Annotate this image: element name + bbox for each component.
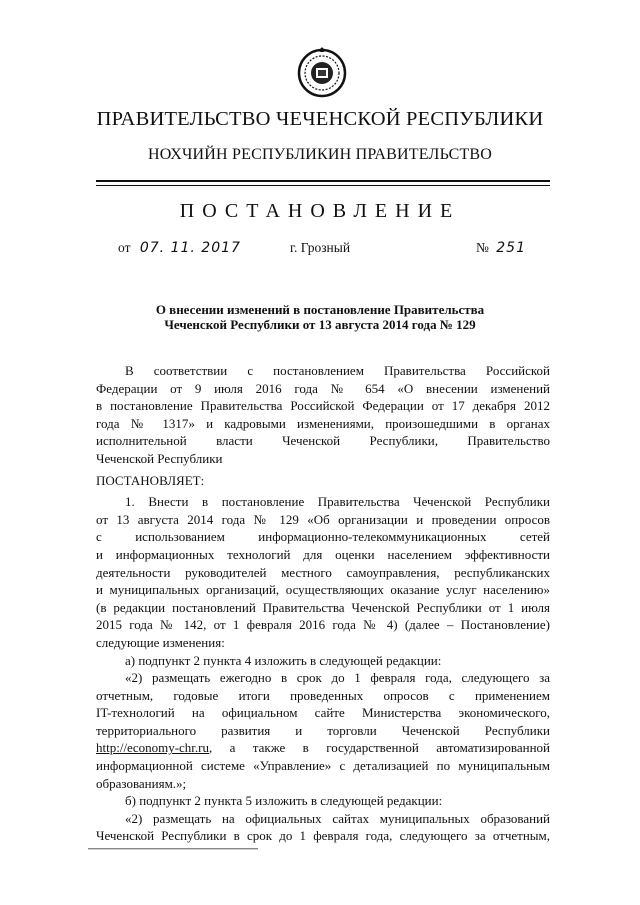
coat-of-arms-emblem-icon (297, 46, 347, 98)
decree-number (476, 240, 526, 256)
government-name-chechen: НОХЧИЙН РЕСПУБЛИКИН ПРАВИТЕЛЬСТВО (147, 146, 493, 163)
government-name-russian: ПРАВИТЕЛЬСТВО ЧЕЧЕНСКОЙ РЕСПУБЛИКИ (96, 108, 544, 130)
body-line: следующие изменения: (96, 634, 225, 650)
header-divider-thin (96, 185, 550, 186)
decree-date (118, 240, 241, 256)
body-line: исполнительной власти Чеченской Республики, Правительство (96, 433, 550, 449)
body-line: Чеченской Республики (96, 450, 223, 466)
body-line: 1. Внести в постановление Правительства Чеченской Республики (125, 494, 550, 510)
body-line: информационной системе «Управление» с детализацией по муниципальным (96, 758, 550, 774)
body-line: отчетным, годовые итоги проведенных опросов с применением (96, 687, 550, 703)
body-line: деятельности руководителей местного самоуправления, республиканских (96, 564, 550, 580)
body-line: года № 1317» и кадровыми изменениями, произошедшими в органах (96, 415, 550, 431)
body-line: Федерации от 9 июля 2016 года № 654 «О внесении изменений (96, 380, 550, 396)
body-line: с использованием информационно-телекоммуникационных сетей (96, 529, 550, 545)
subject-line: Чеченской Республики от 13 августа 2014 года № 129 (164, 317, 476, 332)
decree-body (96, 362, 550, 845)
handwritten-number: 251 (496, 240, 526, 256)
body-line: и муниципальных организаций, осуществляющих оказание услуг населению» (96, 582, 550, 598)
body-line: от 13 августа 2014 года № 129 «Об организации и проведении опросов (96, 511, 550, 527)
decree-city: г. Грозный (290, 240, 351, 255)
body-line: 2015 года № 142, от 1 февраля 2016 года № 4) (далее – Постановление) (96, 617, 550, 633)
resolves-heading: ПОСТАНОВЛЯЕТ: (96, 472, 205, 488)
document-type-title: ПОСТАНОВЛЕНИЕ (179, 200, 461, 222)
body-line: IT-технологий на официальном сайте Министерства экономического, (96, 705, 550, 721)
body-line: В соответствии с постановлением Правительства Российской (125, 363, 550, 378)
body-line: «2) размещать ежегодно в срок до 1 февраля года, следующего за (125, 670, 550, 686)
body-line: образованиям.»; (96, 775, 187, 791)
footer-stamp-line (88, 847, 258, 851)
date-prefix: от (118, 240, 131, 255)
body-line: Чеченской Республики в срок до 1 февраля года, следующего за отчетным, (96, 828, 550, 844)
body-line: «2) размещать на официальных сайтах муниципальных образований (125, 810, 550, 826)
body-line (96, 739, 550, 757)
decree-subject (100, 302, 540, 332)
number-prefix: № (476, 240, 489, 255)
body-line: территориального развития и торговли Чеченской Республики (96, 722, 550, 738)
ministry-website-link[interactable]: http://economy-chr.ru (96, 740, 210, 756)
body-line: б) подпункт 2 пункта 5 изложить в следующей редакции: (125, 793, 443, 809)
body-line: а) подпункт 2 пункта 4 изложить в следующей редакции: (125, 652, 442, 668)
body-line: (в редакции постановлений Правительства Чеченской Республики от 1 июля (96, 599, 550, 615)
handwritten-date: 07. 11. 2017 (139, 240, 241, 256)
body-line: в постановление Правительства Российской Федерации от 17 декабря 2012 (96, 398, 550, 414)
body-line: и информационных технологий для оценки населением эффективности (96, 546, 550, 562)
subject-line: О внесении изменений в постановление Правительства (155, 302, 485, 317)
body-text: , а также в государственной автоматизированной (209, 740, 550, 756)
header-divider-thick (96, 180, 550, 182)
